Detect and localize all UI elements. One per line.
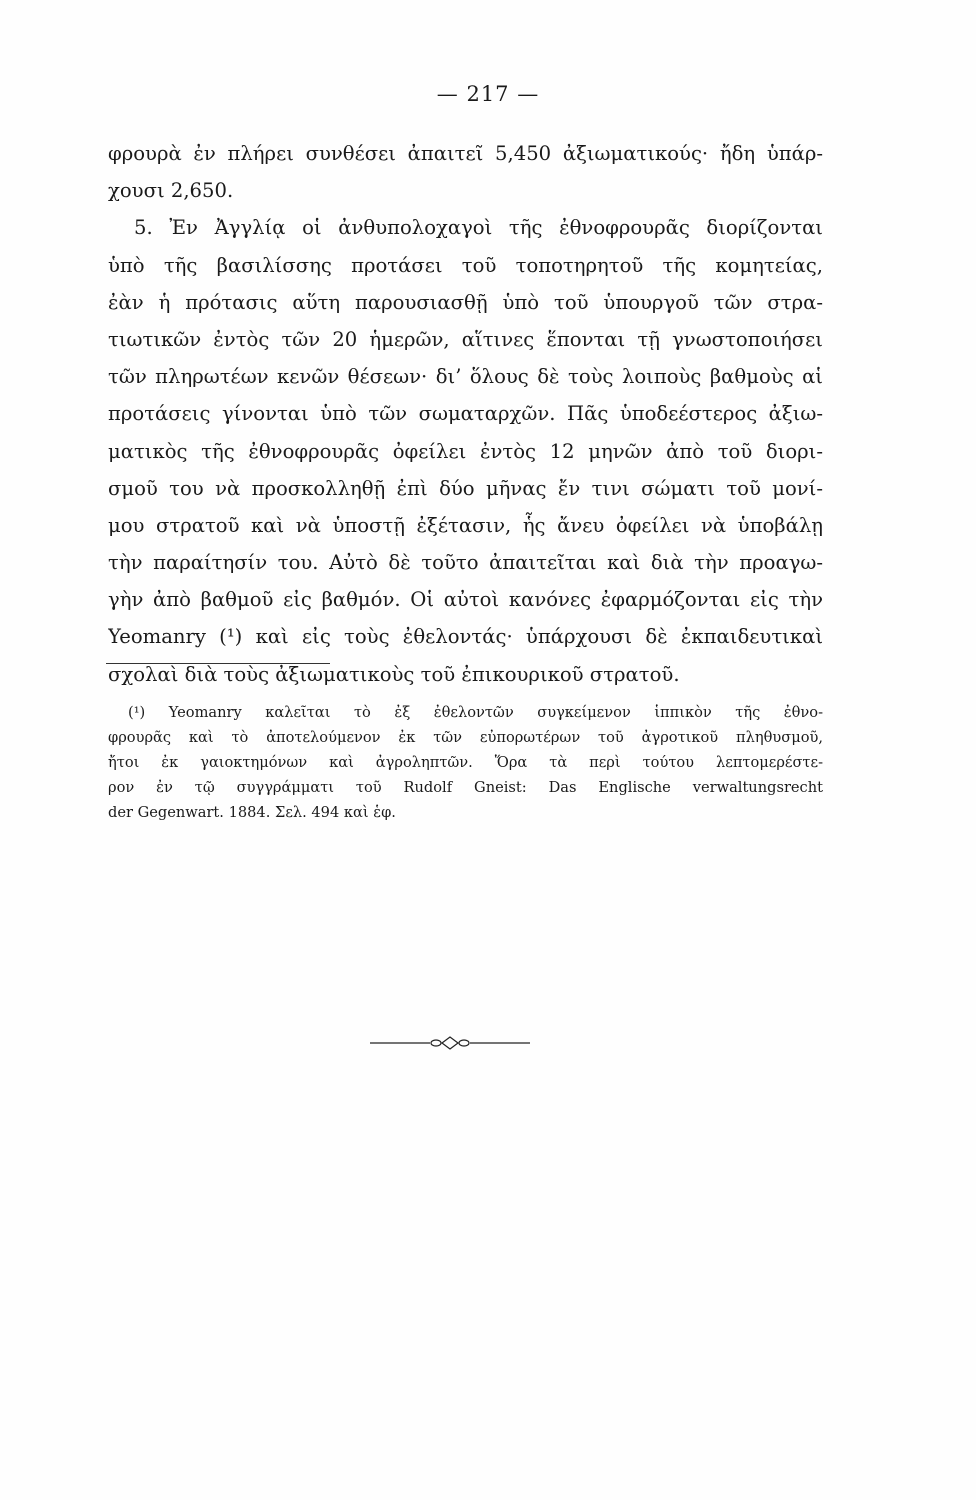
footnote-line: φρουρᾶς καὶ τὸ ἀποτελούμενον ἐκ τῶν εὐπορωτέρων τοῦ ἀγροτικοῦ πληθυσμοῦ,: [108, 729, 823, 746]
footnote-line: ρον ἐν τῷ συγγράμματι τοῦ Rudolf Gneist: Das Englische verwaltungsrecht: [108, 779, 823, 796]
text-line: ὑπὸ τῆς βασιλίσσης προτάσει τοῦ τοποτηρητοῦ τῆς κομητείας,: [108, 253, 823, 277]
text-line: Yeomanry (¹) καὶ εἰς τοὺς ἐθελοντάς· ὑπάρχουσι δὲ ἐκπαιδευτικαὶ: [108, 625, 823, 649]
text-line: 5. Ἐν Ἀγγλίᾳ οἱ ἀνθυπολοχαγοὶ τῆς ἐθνοφρουρᾶς διορίζονται: [134, 216, 823, 240]
text-line: ἐὰν ἡ πρότασις αὕτη παρουσιασθῇ ὑπὸ τοῦ ὑπουργοῦ τῶν στρα-: [108, 290, 823, 314]
text-line: μου στρατοῦ καὶ νὰ ὑποστῇ ἐξέτασιν, ἧς ἄνευ ὀφείλει νὰ ὑποβάλῃ: [108, 513, 823, 537]
footnote-line: (¹) Yeomanry καλεῖται τὸ ἐξ ἐθελοντῶν συγκείμενον ἱππικὸν τῆς ἐθνο-: [128, 704, 823, 721]
text-line: προτάσεις γίνονται ὑπὸ τῶν σωματαρχῶν. Πᾶς ὑποδεέστερος ἀξιω-: [108, 402, 823, 426]
footnote-line: ἤτοι ἐκ γαιοκτημόνων καὶ ἀγροληπτῶν. Ὅρα τὰ περὶ τούτου λεπτομερέστε-: [108, 754, 823, 771]
footnote-line: der Gegenwart. 1884. Σελ. 494 καὶ ἑφ.: [108, 804, 396, 821]
main-text: [108, 135, 823, 693]
text-line: ματικὸς τῆς ἐθνοφρουρᾶς ὀφείλει ἐντὸς 12 μηνῶν ἀπὸ τοῦ διορι-: [108, 439, 823, 463]
text-line: χουσι 2,650.: [108, 179, 234, 203]
text-line: φρουρὰ ἐν πλήρει συνθέσει ἀπαιτεῖ 5,450 ἀξιωματικούς· ἤδη ὑπάρ-: [108, 142, 823, 165]
text-line: τιωτικῶν ἐντὸς τῶν 20 ἡμερῶν, αἵτινες ἕπονται τῇ γνωστοποιήσει: [108, 327, 823, 351]
page-number: — 217 —: [436, 82, 540, 106]
footnote: [108, 700, 823, 825]
text-line: τὴν παραίτησίν του. Αὐτὸ δὲ τοῦτο ἀπαιτεῖται καὶ διὰ τὴν προαγω-: [108, 551, 823, 575]
text-line: γὴν ἀπὸ βαθμοῦ εἰς βαθμόν. Οἱ αὐτοὶ κανόνες ἐφαρμόζονται εἰς τὴν: [108, 588, 823, 612]
text-line: σχολαὶ διὰ τοὺς ἀξιωματικοὺς τοῦ ἐπικουρικοῦ στρατοῦ.: [108, 662, 680, 686]
text-line: τῶν πληρωτέων κενῶν θέσεων· δι’ ὅλους δὲ τοὺς λοιποὺς βαθμοὺς αἱ: [108, 365, 823, 389]
ornament-divider-icon: [370, 1033, 530, 1053]
text-line: σμοῦ του νὰ προσκολληθῇ ἐπὶ δύο μῆνας ἔν τινι σώματι τοῦ μονί-: [108, 476, 823, 500]
footnote-rule: [106, 663, 330, 664]
